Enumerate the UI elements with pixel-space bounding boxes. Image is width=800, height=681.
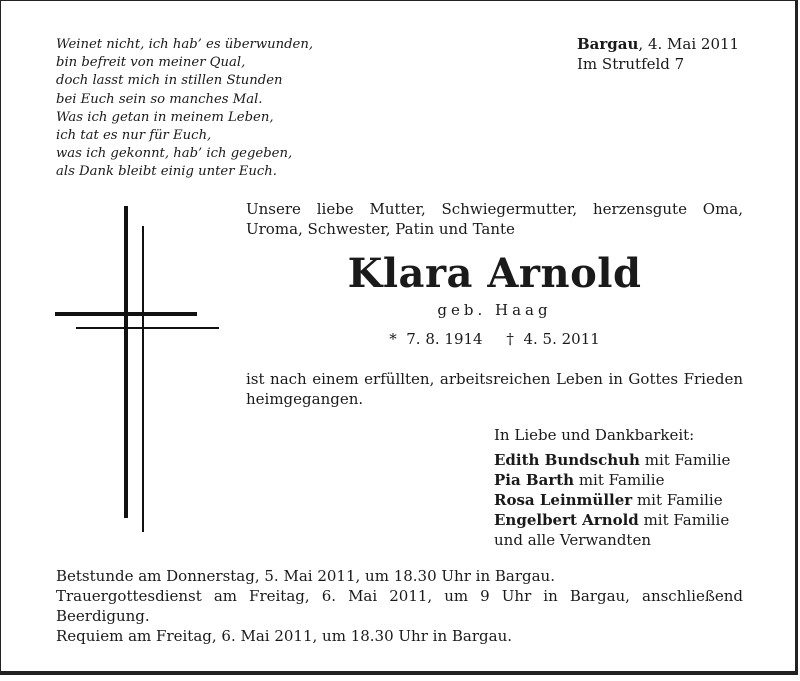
place-town: Bargau xyxy=(577,35,639,53)
mourner-name: Edith Bundschuh xyxy=(494,451,640,469)
life-dates: * 7. 8. 1914 † 4. 5. 2011 xyxy=(389,330,600,348)
mourners-block xyxy=(494,425,730,550)
services-info xyxy=(56,566,743,646)
maiden-name: geb. Haag xyxy=(437,301,552,319)
mourner-line xyxy=(494,470,730,490)
mourner-suffix: mit Familie xyxy=(632,491,723,509)
mourner-suffix: mit Familie xyxy=(639,451,731,469)
mourner-name: Rosa Leinmüller xyxy=(494,491,633,509)
place-street: Im Strutfeld 7 xyxy=(577,55,685,73)
service-line: Requiem am Freitag, 6. Mai 2011, um 18.30 Uhr in Bargau. xyxy=(56,627,512,645)
poem-line: Weinet nicht, ich hab’ es überwunden, xyxy=(56,37,314,52)
mourner-line xyxy=(494,510,730,530)
poem-line: bin befreit von meiner Qual, xyxy=(56,55,246,71)
poem-line: bei Euch sein so manches Mal. xyxy=(56,91,263,107)
intro-text: Unsere liebe Mutter, Schwiegermutter, herzensgute Oma, Uroma, Schwester, Patin und Tante xyxy=(246,200,743,238)
cross-vertical-bold xyxy=(124,206,128,518)
mourner-name: Engelbert Arnold xyxy=(494,511,639,529)
deceased-name: Klara Arnold xyxy=(347,250,642,297)
service-line: Trauergottesdienst am Freitag, 6. Mai 2011, um 9 Uhr in Bargau, anschließend Beerdigung. xyxy=(56,587,743,625)
poem-line: was ich gekonnt, hab’ ich gegeben, xyxy=(56,146,293,162)
poem-line: doch lasst mich in stillen Stunden xyxy=(56,73,283,89)
mourner-suffix: mit Familie xyxy=(638,511,730,529)
mourner-name: Pia Barth xyxy=(494,471,575,489)
cross-horizontal-thin xyxy=(76,327,219,329)
poem-line: Was ich getan in meinem Leben, xyxy=(56,109,274,125)
service-line: Betstunde am Donnerstag, 5. Mai 2011, um 18.30 Uhr in Bargau. xyxy=(56,567,555,585)
poem-line: ich tat es nur für Euch, xyxy=(56,128,212,144)
mourner-suffix: mit Familie xyxy=(574,471,665,489)
mourner-line xyxy=(494,450,730,470)
cross-vertical-thin xyxy=(142,226,144,532)
mourner-line xyxy=(494,490,730,510)
thanks-heading: In Liebe und Dankbarkeit: xyxy=(494,426,695,444)
place-date: , 4. Mai 2011 xyxy=(638,35,740,53)
poem-line: als Dank bleibt einig unter Euch. xyxy=(56,164,277,180)
mourners-closing: und alle Verwandten xyxy=(494,531,651,549)
cross-horizontal-bold xyxy=(55,312,197,316)
passed-text: ist nach einem erfüllten, arbeitsreichen Leben in Gottes Frieden heimgegangen. xyxy=(246,370,743,408)
